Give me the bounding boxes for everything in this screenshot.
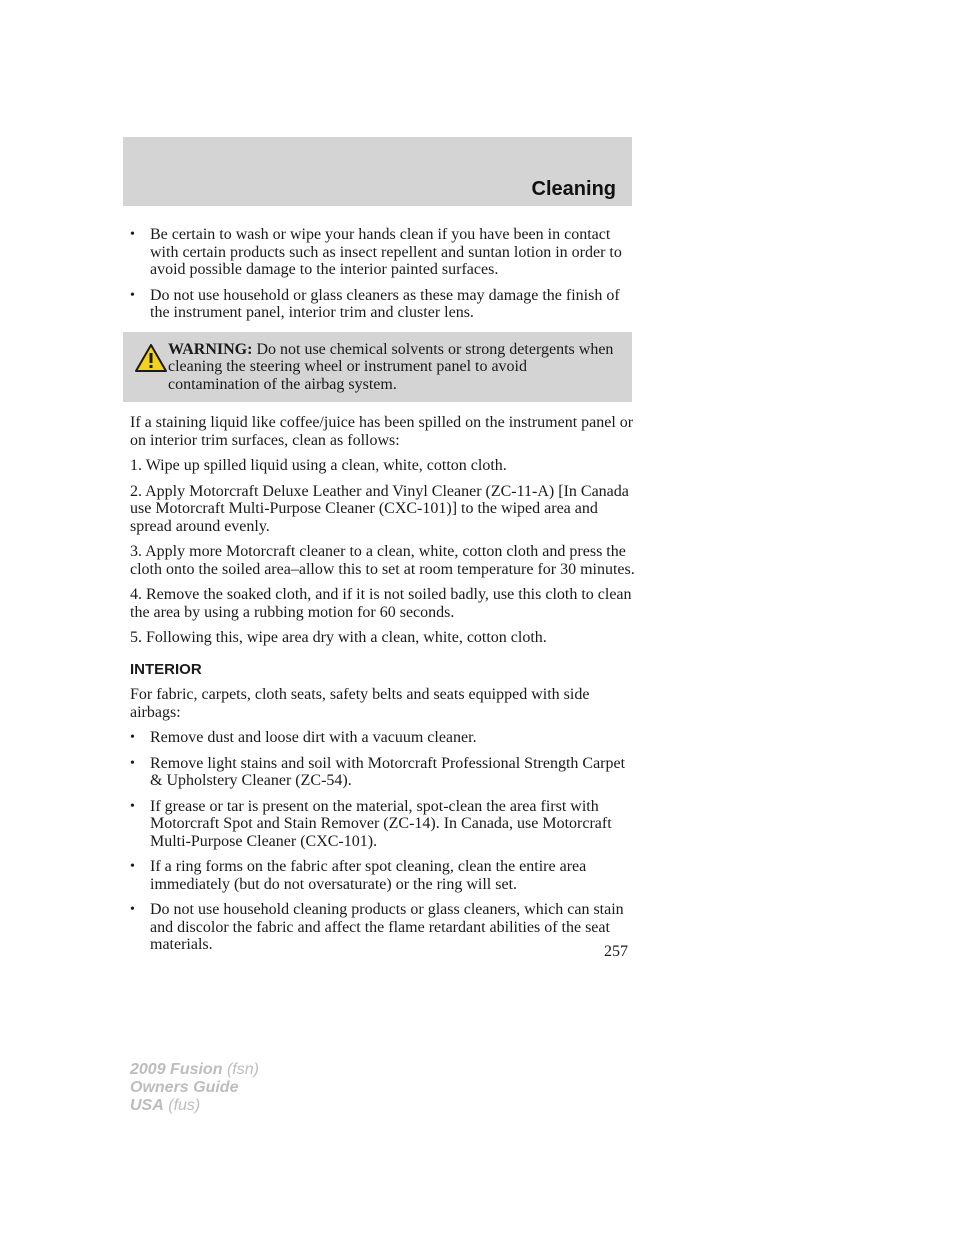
bullet-icon: • — [130, 287, 135, 303]
bullet-icon: • — [130, 730, 135, 745]
bullet-text: If a ring forms on the fabric after spot cleaning, clean the entire area immediately (but do not oversaturate) or the ring will set. — [150, 858, 587, 893]
bullet-icon: • — [130, 902, 135, 917]
bullet-item — [130, 858, 635, 893]
step-item: 5. Following this, wipe area dry with a clean, white, cotton cloth. — [130, 629, 547, 646]
step-item: 1. Wipe up spilled liquid using a clean, white, cotton cloth. — [130, 457, 507, 474]
page-number: 257 — [604, 943, 628, 960]
footer-line-model — [130, 1061, 259, 1079]
interior-heading: INTERIOR — [130, 660, 202, 678]
warning-box — [123, 332, 632, 403]
bullet-icon: • — [130, 798, 135, 814]
bullet-item — [130, 798, 635, 851]
warning-label: WARNING: — [168, 340, 253, 358]
bullet-text: Remove dust and loose dirt with a vacuum cleaner. — [150, 729, 477, 746]
footer-model: 2009 Fusion — [130, 1061, 223, 1078]
bullet-item — [130, 729, 635, 747]
footer-model-code: (fsn) — [226, 1061, 259, 1078]
bullet-text: Be certain to wash or wipe your hands clean if you have been in contact with certain products such as insect repellent and suntan lotion in order to avoid possible damage to the interior painted surfaces. — [150, 226, 622, 278]
warning-body: Do not use chemical solvents or strong detergents when cleaning the steering wheel or instrument panel to avoid contamination of the airbag system. — [168, 340, 614, 393]
bullet-text: Do not use household or glass cleaners as these may damage the finish of the instrument panel, interior trim and cluster lens. — [150, 286, 620, 321]
warning-text — [130, 341, 622, 394]
intro-paragraph: If a staining liquid like coffee/juice has been spilled on the instrument panel or on interior trim surfaces, clean as follows: — [130, 414, 634, 449]
section-header-band — [123, 137, 632, 206]
footer-market-code: (fus) — [168, 1097, 201, 1114]
footer-doc-info — [130, 1061, 259, 1115]
bullet-text: If grease or tar is present on the material, spot-clean the area first with Motorcraft Spot and Stain Remover (ZC-14). In Canada, use Motorcraft Multi-Purpose Cleaner (CXC-101). — [150, 797, 612, 850]
step-item: 2. Apply Motorcraft Deluxe Leather and Vinyl Cleaner (ZC-11-A) [In Canada use Motorcraft Multi-Purpose Cleaner (CXC-101)] to the wiped area and spread around evenly. — [130, 482, 629, 535]
page-content — [130, 226, 635, 962]
bullet-text: Remove light stains and soil with Motorcraft Professional Strength Carpet & Upholstery Cleaner (ZC-54). — [150, 754, 626, 789]
warning-triangle-icon — [135, 344, 167, 372]
footer-guide: Owners Guide — [130, 1079, 239, 1096]
bullet-text: Do not use household cleaning products or glass cleaners, which can stain and discolor the fabric and affect the flame retardant abilities of the seat materials. — [150, 901, 624, 953]
bullet-icon: • — [130, 755, 135, 771]
bullet-item — [130, 226, 635, 279]
footer-line-market — [130, 1097, 259, 1115]
bullet-item — [130, 287, 635, 322]
step-item: 4. Remove the soaked cloth, and if it is not soiled badly, use this cloth to clean the area by using a rubbing motion for 60 seconds. — [130, 586, 632, 621]
bullet-icon: • — [130, 859, 135, 874]
bullet-item — [130, 901, 635, 954]
interior-intro: For fabric, carpets, cloth seats, safety belts and seats equipped with side airbags: — [130, 686, 590, 721]
footer-market: USA — [130, 1097, 164, 1114]
bullet-item — [130, 755, 635, 790]
bullet-icon: • — [130, 227, 135, 242]
section-title: Cleaning — [531, 178, 616, 200]
step-item: 3. Apply more Motorcraft cleaner to a clean, white, cotton cloth and press the cloth onto the soiled area–allow this to set at room temperature for 30 minutes. — [130, 543, 635, 578]
